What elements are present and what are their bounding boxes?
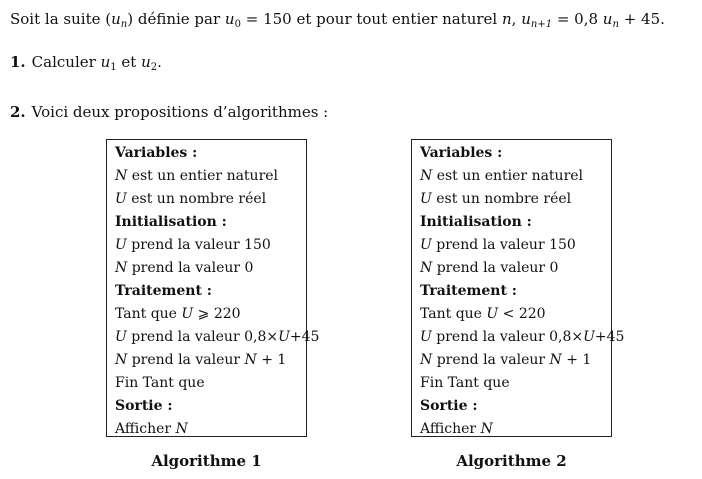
math-var: U [583, 329, 595, 345]
question-1 [10, 53, 162, 71]
algo-text: + 1 [256, 352, 287, 368]
intro-text: , [511, 10, 522, 28]
intro-text: + 45. [618, 10, 665, 28]
algo-text: prend la valeur 0,8× [126, 329, 279, 345]
section-variables: Variables : [115, 145, 198, 161]
algo-text: prend la valeur [432, 352, 550, 368]
algo-text: est un nombre réel [431, 191, 572, 207]
math-var: U [420, 191, 432, 207]
assign-u [420, 326, 625, 349]
math-sub: n+1 [530, 19, 553, 30]
math-var: N [115, 352, 128, 368]
algorithm-1-box [106, 139, 320, 437]
assign-n [115, 349, 306, 372]
assign-n [420, 349, 611, 372]
while-line [115, 303, 306, 326]
math-var: N [420, 352, 433, 368]
math-var: U [115, 329, 127, 345]
algo-text: Afficher [420, 421, 481, 437]
math-var: U [420, 329, 432, 345]
assign-u [115, 326, 320, 349]
math-var: U [486, 306, 499, 322]
question-2 [10, 103, 328, 121]
algo-text: prend la valeur 0 [432, 260, 559, 276]
math-var: N [115, 260, 128, 276]
math-var: u [100, 53, 111, 71]
algo-text: prend la valeur 150 [126, 237, 271, 253]
question-text: . [157, 53, 162, 71]
section-traitement: Traitement : [420, 283, 517, 299]
math-var: u [602, 10, 613, 28]
declare-u [115, 188, 306, 211]
algo-text: est un entier naturel [432, 168, 584, 184]
question-text: et [116, 53, 142, 71]
math-var: N [115, 168, 128, 184]
algo-text: ⩾ 220 [193, 306, 241, 322]
end-while: Fin Tant que [115, 375, 205, 391]
math-var: U [115, 191, 127, 207]
algo-text: < 220 [498, 306, 546, 322]
section-sortie: Sortie : [115, 398, 173, 414]
math-var: U [181, 306, 194, 322]
math-sub: n [612, 19, 619, 30]
math-sub: 0 [234, 19, 241, 30]
algo-text: prend la valeur 150 [431, 237, 576, 253]
init-n [115, 257, 306, 280]
declare-u [420, 188, 611, 211]
algo-text: +45 [594, 329, 625, 345]
math-var: N [175, 421, 188, 437]
algo-text: est un nombre réel [126, 191, 267, 207]
algo-text: Tant que [420, 306, 487, 322]
intro-text: = 0,8 [552, 10, 603, 28]
question-number: 1. [10, 53, 26, 71]
algo-text: +45 [289, 329, 320, 345]
math-var: U [420, 237, 432, 253]
math-var: u [141, 53, 151, 71]
section-initialisation: Initialisation : [115, 214, 227, 230]
init-n [420, 257, 611, 280]
intro-text: Soit la suite ( [10, 10, 112, 28]
question-text: Calculer [31, 53, 101, 71]
math-var: N [480, 421, 493, 437]
question-text: Voici deux propositions d’algorithmes : [31, 103, 329, 121]
algo-text: Tant que [115, 306, 182, 322]
math-var: N [549, 352, 562, 368]
intro-statement [10, 10, 665, 28]
math-sub: 2 [150, 62, 158, 73]
algo-text: prend la valeur [127, 352, 245, 368]
algo-text: + 1 [561, 352, 592, 368]
display-n [115, 418, 306, 441]
math-var: N [420, 260, 433, 276]
while-line [420, 303, 611, 326]
section-sortie: Sortie : [420, 398, 478, 414]
intro-text: ) définie par [127, 10, 225, 28]
math-var: U [278, 329, 290, 345]
math-var: u [521, 10, 531, 28]
math-var: u [224, 10, 235, 28]
algo-text: prend la valeur 0 [127, 260, 254, 276]
math-var: N [244, 352, 257, 368]
algo-text: est un entier naturel [127, 168, 279, 184]
math-var: U [115, 237, 127, 253]
math-sub: 1 [110, 62, 117, 73]
math-sub: n [120, 19, 128, 30]
declare-n [115, 165, 306, 188]
display-n [420, 418, 611, 441]
algorithm-2-caption: Algorithme 2 [456, 452, 567, 470]
question-number: 2. [10, 103, 26, 121]
section-variables: Variables : [420, 145, 503, 161]
algorithm-1-caption: Algorithme 1 [151, 452, 262, 470]
init-u [115, 234, 306, 257]
declare-n [420, 165, 611, 188]
algo-text: Afficher [115, 421, 176, 437]
algo-text: prend la valeur 0,8× [431, 329, 584, 345]
init-u [420, 234, 611, 257]
math-var: n [501, 10, 512, 28]
math-var: N [420, 168, 433, 184]
math-var: u [111, 10, 121, 28]
section-traitement: Traitement : [115, 283, 212, 299]
algorithm-2-box [411, 139, 625, 437]
end-while: Fin Tant que [420, 375, 510, 391]
intro-text: = 150 et pour tout entier naturel [240, 10, 502, 28]
section-initialisation: Initialisation : [420, 214, 532, 230]
